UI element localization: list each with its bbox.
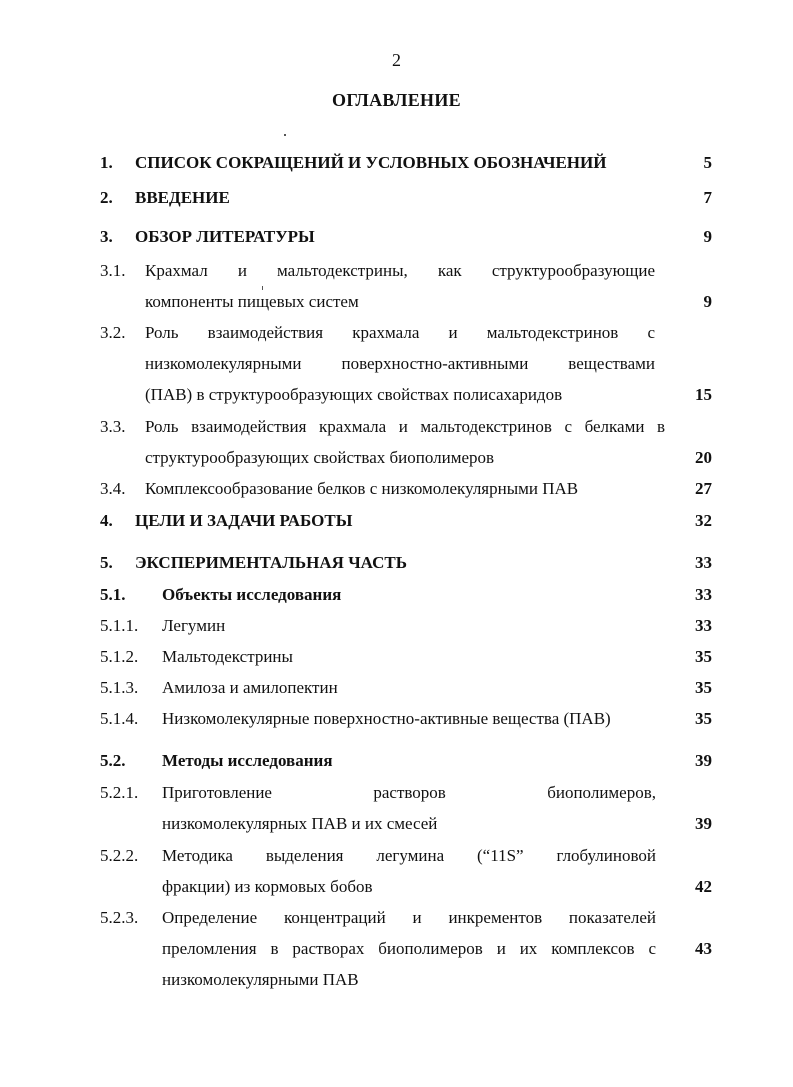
entry-number: 5.1.3.: [100, 678, 139, 697]
entry-page: 35: [695, 678, 712, 697]
entry-number: 4.: [100, 511, 113, 530]
entry-title: Мальтодекстрины: [162, 647, 293, 666]
entry-page: 35: [695, 709, 712, 728]
entry-title-line: низкомолекулярных ПАВ и их смесей: [162, 814, 438, 833]
entry-number: 5.2.: [100, 751, 126, 770]
entry-number: 5.2.1.: [100, 783, 139, 802]
entry-title: Объекты исследования: [162, 585, 342, 604]
entry-title-line: Роль взаимодействия крахмала и мальтодекстринов с: [145, 323, 655, 342]
entry-title: [162, 902, 656, 995]
entry-title: Методы исследования: [162, 751, 333, 770]
entry-title-line: компоненты пищевых систем: [145, 292, 359, 311]
stray-mark: [284, 134, 286, 136]
entry-page: 27: [695, 479, 712, 498]
entry-title: [162, 777, 656, 839]
entry-title: Легумин: [162, 616, 226, 635]
entry-page: 39: [695, 751, 712, 770]
entry-title-line: структурообразующих свойствах биополимеров: [145, 448, 495, 467]
entry-title: ЭКСПЕРИМЕНТАЛЬНАЯ ЧАСТЬ: [135, 553, 407, 572]
entry-title-line: Определение концентраций и инкрементов показателей: [162, 908, 656, 927]
entry-title-line: низкомолекулярными ПАВ: [162, 970, 359, 989]
entry-page: 5: [703, 153, 712, 172]
entry-number: 3.1.: [100, 261, 126, 280]
entry-page: 20: [695, 448, 712, 467]
entry-number: 5.1.4.: [100, 709, 139, 728]
toc-title: ОГЛАВЛЕНИЕ: [332, 90, 461, 110]
entry-page: 32: [695, 511, 712, 530]
entry-number: 5.2.3.: [100, 908, 139, 927]
entry-title: [162, 840, 656, 902]
entry-title: СПИСОК СОКРАЩЕНИЙ И УСЛОВНЫХ ОБОЗНАЧЕНИЙ: [135, 153, 607, 172]
entry-number: 5.2.2.: [100, 846, 139, 865]
entry-title: [145, 255, 655, 317]
entry-number: 5.1.1.: [100, 616, 139, 635]
entry-page: 7: [703, 188, 712, 207]
entry-page: 42: [695, 877, 712, 896]
entry-title-line: фракции) из кормовых бобов: [162, 877, 373, 896]
entry-title: [145, 411, 665, 473]
entry-number: 3.: [100, 227, 113, 246]
entry-page: 33: [695, 553, 712, 572]
entry-number: 5.1.: [100, 585, 126, 604]
entry-title: [145, 317, 655, 410]
entry-title-line: Методика выделения легумина (“11S” глобулиновой: [162, 846, 656, 865]
entry-number: 3.3.: [100, 417, 126, 436]
entry-number: 1.: [100, 153, 113, 172]
entry-page: 35: [695, 647, 712, 666]
entry-title: Низкомолекулярные поверхностно-активные вещества (ПАВ): [162, 709, 611, 728]
entry-number: 3.4.: [100, 479, 126, 498]
entry-title-line: низкомолекулярными поверхностно-активными веществами: [145, 354, 655, 373]
entry-number: 5.1.2.: [100, 647, 139, 666]
entry-title-line: Приготовление растворов биополимеров,: [162, 783, 656, 802]
entry-page: 43: [695, 939, 712, 958]
entry-page: 9: [703, 227, 712, 246]
entry-page: 33: [695, 585, 712, 604]
entry-page: 39: [695, 814, 712, 833]
entry-title-line: Роль взаимодействия крахмала и мальтодекстринов с белками в: [145, 417, 665, 436]
entry-title: ВВЕДЕНИЕ: [135, 188, 230, 207]
entry-number: 2.: [100, 188, 113, 207]
entry-page: 33: [695, 616, 712, 635]
entry-title-line: (ПАВ) в структурообразующих свойствах полисахаридов: [145, 385, 563, 404]
entry-title: ЦЕЛИ И ЗАДАЧИ РАБОТЫ: [135, 511, 353, 530]
entry-title-line: преломления в растворах биополимеров и их комплексов с: [162, 939, 656, 958]
entry-title-line: Крахмал и мальтодекстрины, как структурообразующие: [145, 261, 655, 280]
entry-page: 15: [695, 385, 712, 404]
entry-number: 3.2.: [100, 323, 126, 342]
entry-number: 5.: [100, 553, 113, 572]
page-number: 2: [392, 50, 401, 70]
entry-title: Амилоза и амилопектин: [162, 678, 338, 697]
entry-page: 9: [703, 292, 712, 311]
entry-title: ОБЗОР ЛИТЕРАТУРЫ: [135, 227, 315, 246]
entry-title: Комплексообразование белков с низкомолекулярными ПАВ: [145, 479, 579, 498]
